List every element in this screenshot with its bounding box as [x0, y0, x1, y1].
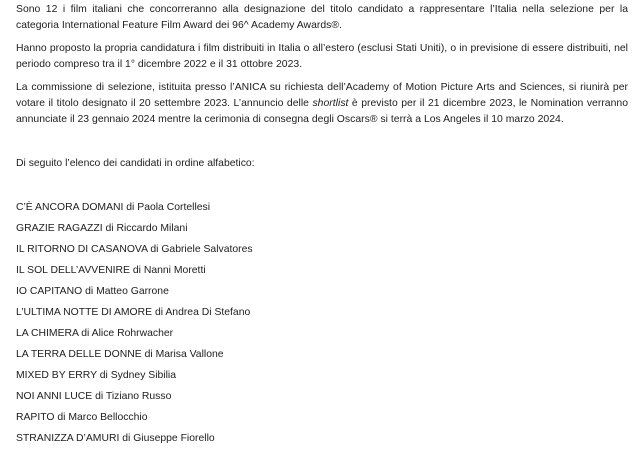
film-director: Paola Cortellesi — [137, 202, 211, 213]
paragraph-eligibility: Hanno proposto la propria candidatura i film distribuiti in Italia o all’estero (esclusi Stati Uniti), o in previsione di essere distribuiti, nel periodo compreso tra il 1° dicembre 2022 e il 31 ottobre 2023. — [16, 43, 628, 70]
list-item — [16, 263, 628, 279]
film-director: Marisa Vallone — [155, 349, 224, 360]
list-item — [16, 242, 628, 258]
film-title: C’È ANCORA DOMANI — [16, 202, 124, 213]
paragraph-intro-announcement: Sono 12 i film italiani che concorreranno alla designazione del titolo candidato a rappresentare l’Italia nella selezione per la categoria International Feature Film Award dei 96^ Academy Awards®. — [16, 4, 628, 31]
film-title: LA CHIMERA — [16, 328, 79, 339]
film-title: L’ULTIMA NOTTE DI AMORE — [16, 307, 153, 318]
film-director: Sydney Sibilia — [110, 370, 177, 381]
list-item — [16, 410, 628, 426]
film-director: Alice Rohrwacher — [91, 328, 174, 339]
film-connector: di — [152, 307, 166, 318]
film-title: GRAZIE RAGAZZI — [16, 223, 103, 234]
list-item — [16, 284, 628, 300]
schedule-text-start: La commissione di selezione, istituita presso l’ANICA su richiesta dell’Academy of Motion Picture Arts and Sciences, si riunirà per votare il titolo designato il 20 settembre 2023. L’annuncio delle — [16, 82, 628, 109]
film-connector: di — [119, 433, 134, 444]
paragraph-schedule — [16, 80, 628, 128]
film-title: IL RITORNO DI CASANOVA — [16, 244, 148, 255]
list-item — [16, 221, 628, 237]
film-connector: di — [102, 223, 117, 234]
list-item — [16, 431, 628, 447]
film-director: Riccardo Milani — [116, 223, 188, 234]
film-title: NOI ANNI LUCE — [16, 391, 93, 402]
film-title: MIXED BY ERRY — [16, 370, 97, 381]
film-connector: di — [123, 202, 138, 213]
film-director: Andrea Di Stefano — [165, 307, 251, 318]
film-title: STRANIZZA D’AMURI — [16, 433, 120, 444]
film-connector: di — [129, 265, 144, 276]
list-item — [16, 368, 628, 384]
film-connector: di — [147, 244, 162, 255]
list-item — [16, 347, 628, 363]
film-connector: di — [141, 349, 156, 360]
film-connector: di — [96, 370, 111, 381]
film-connector: di — [78, 328, 92, 339]
list-item — [16, 326, 628, 342]
candidate-film-list — [16, 200, 628, 447]
film-director: Giuseppe Fiorello — [133, 433, 215, 444]
film-title: LA TERRA DELLE DONNE — [16, 349, 142, 360]
film-director: Matteo Garrone — [96, 286, 169, 297]
film-title: IL SOL DELL’AVVENIRE — [16, 265, 130, 276]
film-connector: di — [92, 391, 106, 402]
film-connector: di — [82, 286, 97, 297]
film-director: Tiziano Russo — [105, 391, 172, 402]
shortlist-emphasis: shortlist — [312, 98, 349, 109]
film-director: Marco Bellocchio — [68, 412, 148, 423]
list-item — [16, 305, 628, 321]
film-connector: di — [54, 412, 69, 423]
film-director: Gabriele Salvatores — [161, 244, 253, 255]
list-item — [16, 200, 628, 216]
list-intro: Di seguito l’elenco dei candidati in ordine alfabetico: — [16, 158, 255, 169]
list-item — [16, 389, 628, 405]
document-body — [16, 2, 628, 452]
film-title: RAPITO — [16, 412, 55, 423]
film-director: Nanni Moretti — [143, 265, 206, 276]
schedule-text-end: è previsto per il 21 dicembre 2023, le Nomination verranno annunciate il 23 gennaio 2024 mentre la cerimonia di consegna degli Oscars® si terrà a Los Angeles il 10 marzo 2024. — [16, 98, 628, 125]
film-title: IO CAPITANO — [16, 286, 83, 297]
